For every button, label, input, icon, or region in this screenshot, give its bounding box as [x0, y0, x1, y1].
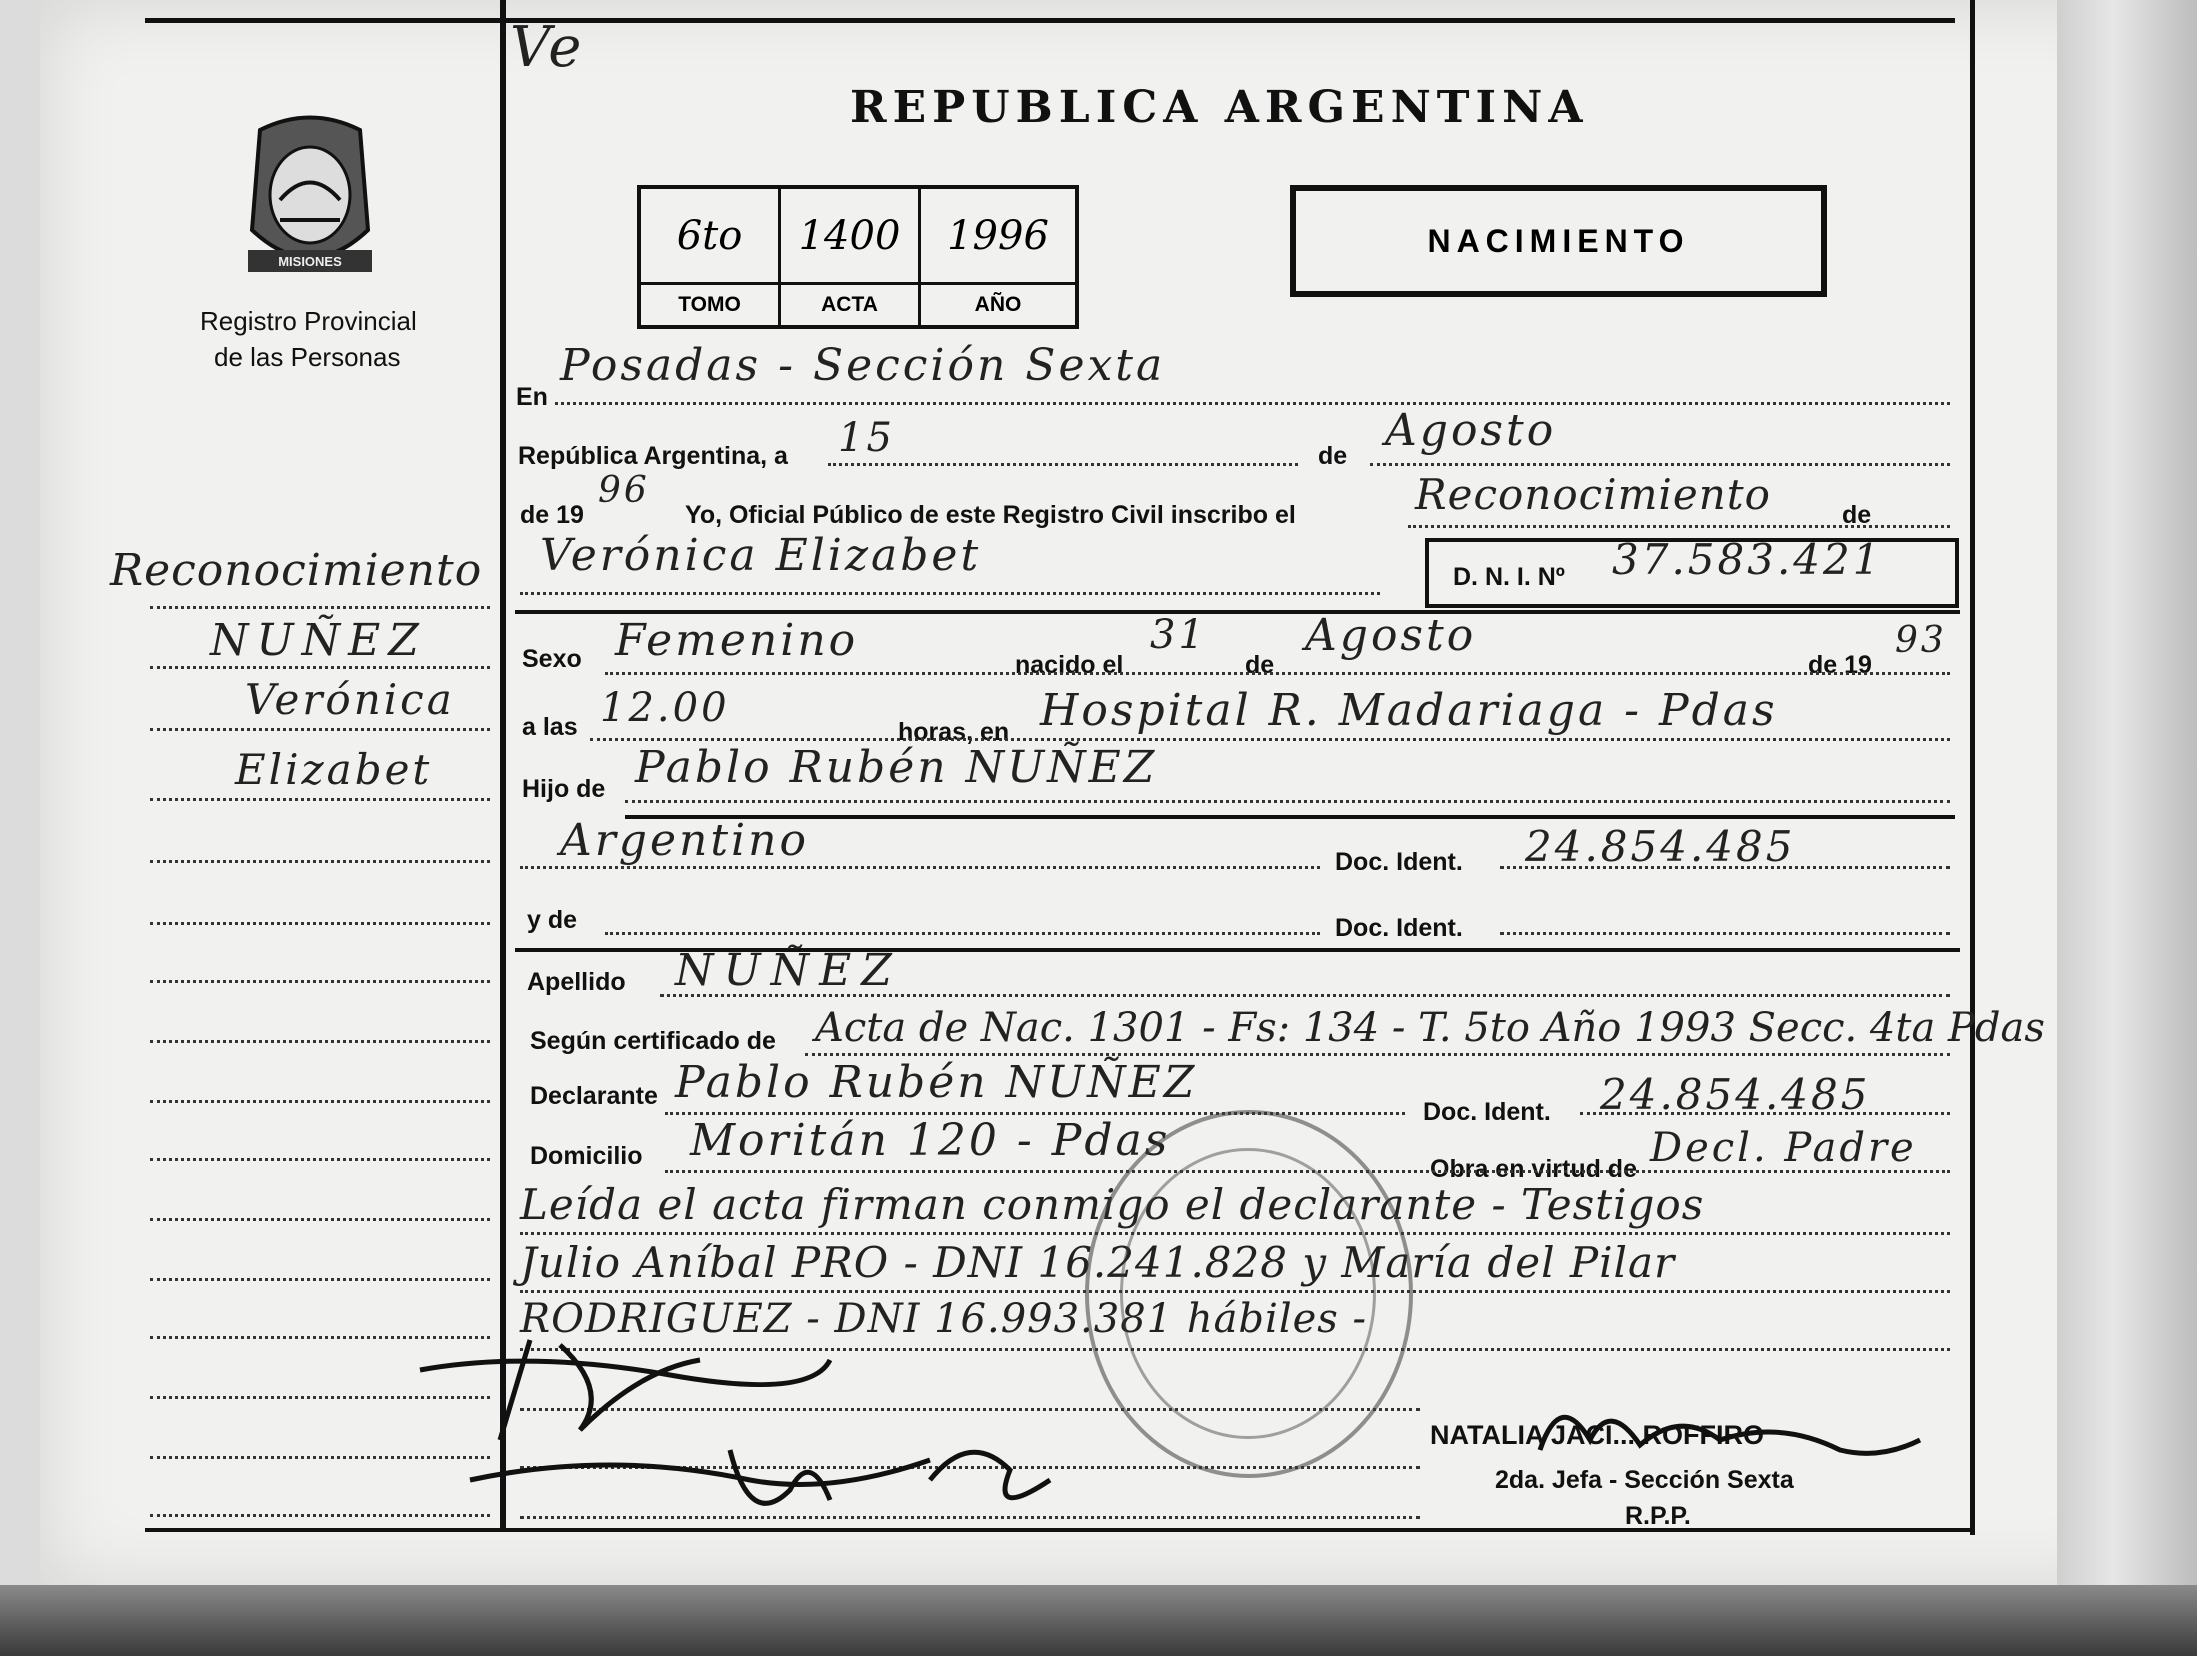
officer-role: 2da. Jefa - Sección Sexta — [1495, 1466, 1794, 1494]
segun-value: Acta de Nac. 1301 - Fs: 134 - T. 5to Año 1993 Secc. 4ta Pdas — [815, 1005, 2045, 1051]
de-label: de — [1318, 442, 1348, 470]
sexo-value: Femenino — [615, 615, 859, 666]
en-label: En — [516, 383, 548, 411]
father-doc-value: 24.854.485 — [1525, 822, 1796, 871]
witness-signatures-icon — [410, 1330, 1110, 1560]
tomo-label: TOMO — [641, 285, 781, 325]
notes-line-2: Julio Aníbal PRO - DNI 16.241.828 y María del Pilar — [520, 1238, 1676, 1287]
form-line — [805, 1053, 1950, 1056]
notes-line-3: RODRIGUEZ - DNI 16.993.381 hábiles - — [520, 1296, 1368, 1342]
official-stamp-inner-ring — [1120, 1148, 1376, 1439]
rep-label: República Argentina, a — [518, 442, 788, 470]
corner-mark: Ve — [510, 15, 585, 80]
sidebar-line — [150, 728, 490, 731]
nationality-value: Argentino — [560, 815, 809, 866]
domicilio-label: Domicilio — [530, 1142, 643, 1170]
sidebar-line — [150, 798, 490, 801]
sidebar-line — [150, 1100, 490, 1103]
top-border — [145, 18, 1955, 23]
form-line — [1500, 866, 1950, 869]
dni-label: D. N. I. Nº — [1453, 563, 1565, 591]
officer-name: NATALIA JACI... ROFFIRO — [1430, 1420, 1764, 1450]
birth-month-value: Agosto — [1305, 610, 1477, 661]
form-line — [1408, 525, 1950, 528]
country-title: REPUBLICA ARGENTINA — [850, 82, 1589, 133]
act-type-box: NACIMIENTO — [1290, 185, 1827, 297]
officer-org: R.P.P. — [1625, 1502, 1691, 1530]
sidebar-name-2: Elizabet — [235, 745, 433, 794]
form-line — [555, 402, 1950, 405]
month-value: Agosto — [1385, 405, 1557, 456]
yde-label: y de — [527, 906, 578, 934]
ano-label: AÑO — [974, 293, 1022, 316]
sidebar-line — [150, 1040, 490, 1043]
book-spine-shadow — [0, 1585, 2197, 1656]
obra-label: Obra en virtud de — [1430, 1155, 1637, 1183]
doc-ident-label: Doc. Ident. — [1335, 848, 1463, 876]
sexo-label: Sexo — [522, 645, 582, 673]
apellido-value: NUÑEZ — [675, 945, 902, 996]
declarante-label: Declarante — [530, 1082, 658, 1110]
time-value: 12.00 — [600, 685, 730, 731]
day-value: 15 — [838, 415, 895, 461]
registry-name-line1: Registro Provincial — [200, 306, 417, 336]
sidebar-line — [150, 1218, 490, 1221]
form-line — [1580, 1112, 1950, 1115]
de2-label: de — [1842, 501, 1872, 529]
registered-name-value: Verónica Elizabet — [540, 530, 982, 581]
form-line — [605, 932, 1320, 935]
year-value: 96 — [598, 470, 650, 511]
form-line — [520, 866, 1320, 869]
sidebar-line — [150, 922, 490, 925]
sidebar-surname: NUÑEZ — [210, 615, 427, 666]
birth-year-value: 93 — [1895, 620, 1947, 661]
form-line — [520, 592, 1380, 595]
sidebar-divider — [500, 0, 506, 1530]
de3-label: de — [1245, 651, 1275, 679]
form-line — [660, 994, 1950, 997]
sidebar-name-1: Verónica — [245, 675, 455, 724]
birth-place-value: Hospital R. Madariaga - Pdas — [1040, 685, 1778, 736]
notes-line-1: Leída el acta firman conmigo el declarante - Testigos — [520, 1180, 1705, 1229]
sidebar-line — [150, 1158, 490, 1161]
en-value: Posadas - Sección Sexta — [560, 340, 1166, 391]
form-line — [625, 800, 1950, 803]
apellido-label: Apellido — [527, 968, 626, 996]
declarante-value: Pablo Rubén NUÑEZ — [675, 1057, 1198, 1108]
seal-ribbon-text: MISIONES — [278, 254, 342, 269]
domicilio-value: Moritán 120 - Pdas — [690, 1115, 1171, 1166]
form-line — [828, 463, 1298, 466]
sidebar-line — [150, 606, 490, 609]
oficial-label: Yo, Oficial Público de este Registro Civil inscribo el — [685, 501, 1296, 529]
section-rule — [625, 815, 1955, 819]
declarante-doc-value: 24.854.485 — [1600, 1070, 1871, 1119]
form-line — [590, 738, 1950, 741]
sidebar-note-title: Reconocimiento — [110, 545, 483, 596]
provincial-seal-icon — [240, 110, 380, 285]
obra-value: Decl. Padre — [1650, 1125, 1917, 1171]
form-line — [605, 672, 1950, 675]
birth-year-prefix: de 19 — [1808, 651, 1872, 679]
sidebar-line — [150, 860, 490, 863]
acta-value: 1400 — [781, 189, 921, 285]
segun-label: Según certificado de — [530, 1027, 776, 1055]
dni-value: 37.583.421 — [1612, 535, 1883, 584]
section-rule — [515, 610, 1960, 614]
registry-table — [637, 185, 1079, 329]
form-line — [1500, 932, 1950, 935]
hijo-label: Hijo de — [522, 775, 606, 803]
registry-name-line2: de las Personas — [214, 342, 401, 372]
tomo-value: 6to — [641, 189, 781, 285]
doc-ident-label-3: Doc. Ident. — [1423, 1098, 1551, 1126]
sidebar-line — [150, 980, 490, 983]
sidebar-line — [150, 1278, 490, 1281]
nacido-label: nacido el — [1015, 651, 1124, 679]
year-prefix: de 19 — [520, 501, 584, 529]
sidebar-line — [150, 666, 490, 669]
doc-ident-label-2: Doc. Ident. — [1335, 914, 1463, 942]
right-border — [1970, 0, 1975, 1535]
form-line — [1370, 463, 1950, 466]
book-page-edge — [2057, 0, 2197, 1656]
acta-label: ACTA — [781, 285, 921, 325]
horas-label: horas, en — [898, 718, 1010, 746]
alas-label: a las — [522, 713, 578, 741]
ano-value: 1996 — [921, 189, 1075, 285]
birth-day-value: 31 — [1150, 612, 1207, 658]
inscribe-value: Reconocimiento — [1415, 470, 1771, 519]
father-value: Pablo Rubén NUÑEZ — [635, 742, 1158, 793]
